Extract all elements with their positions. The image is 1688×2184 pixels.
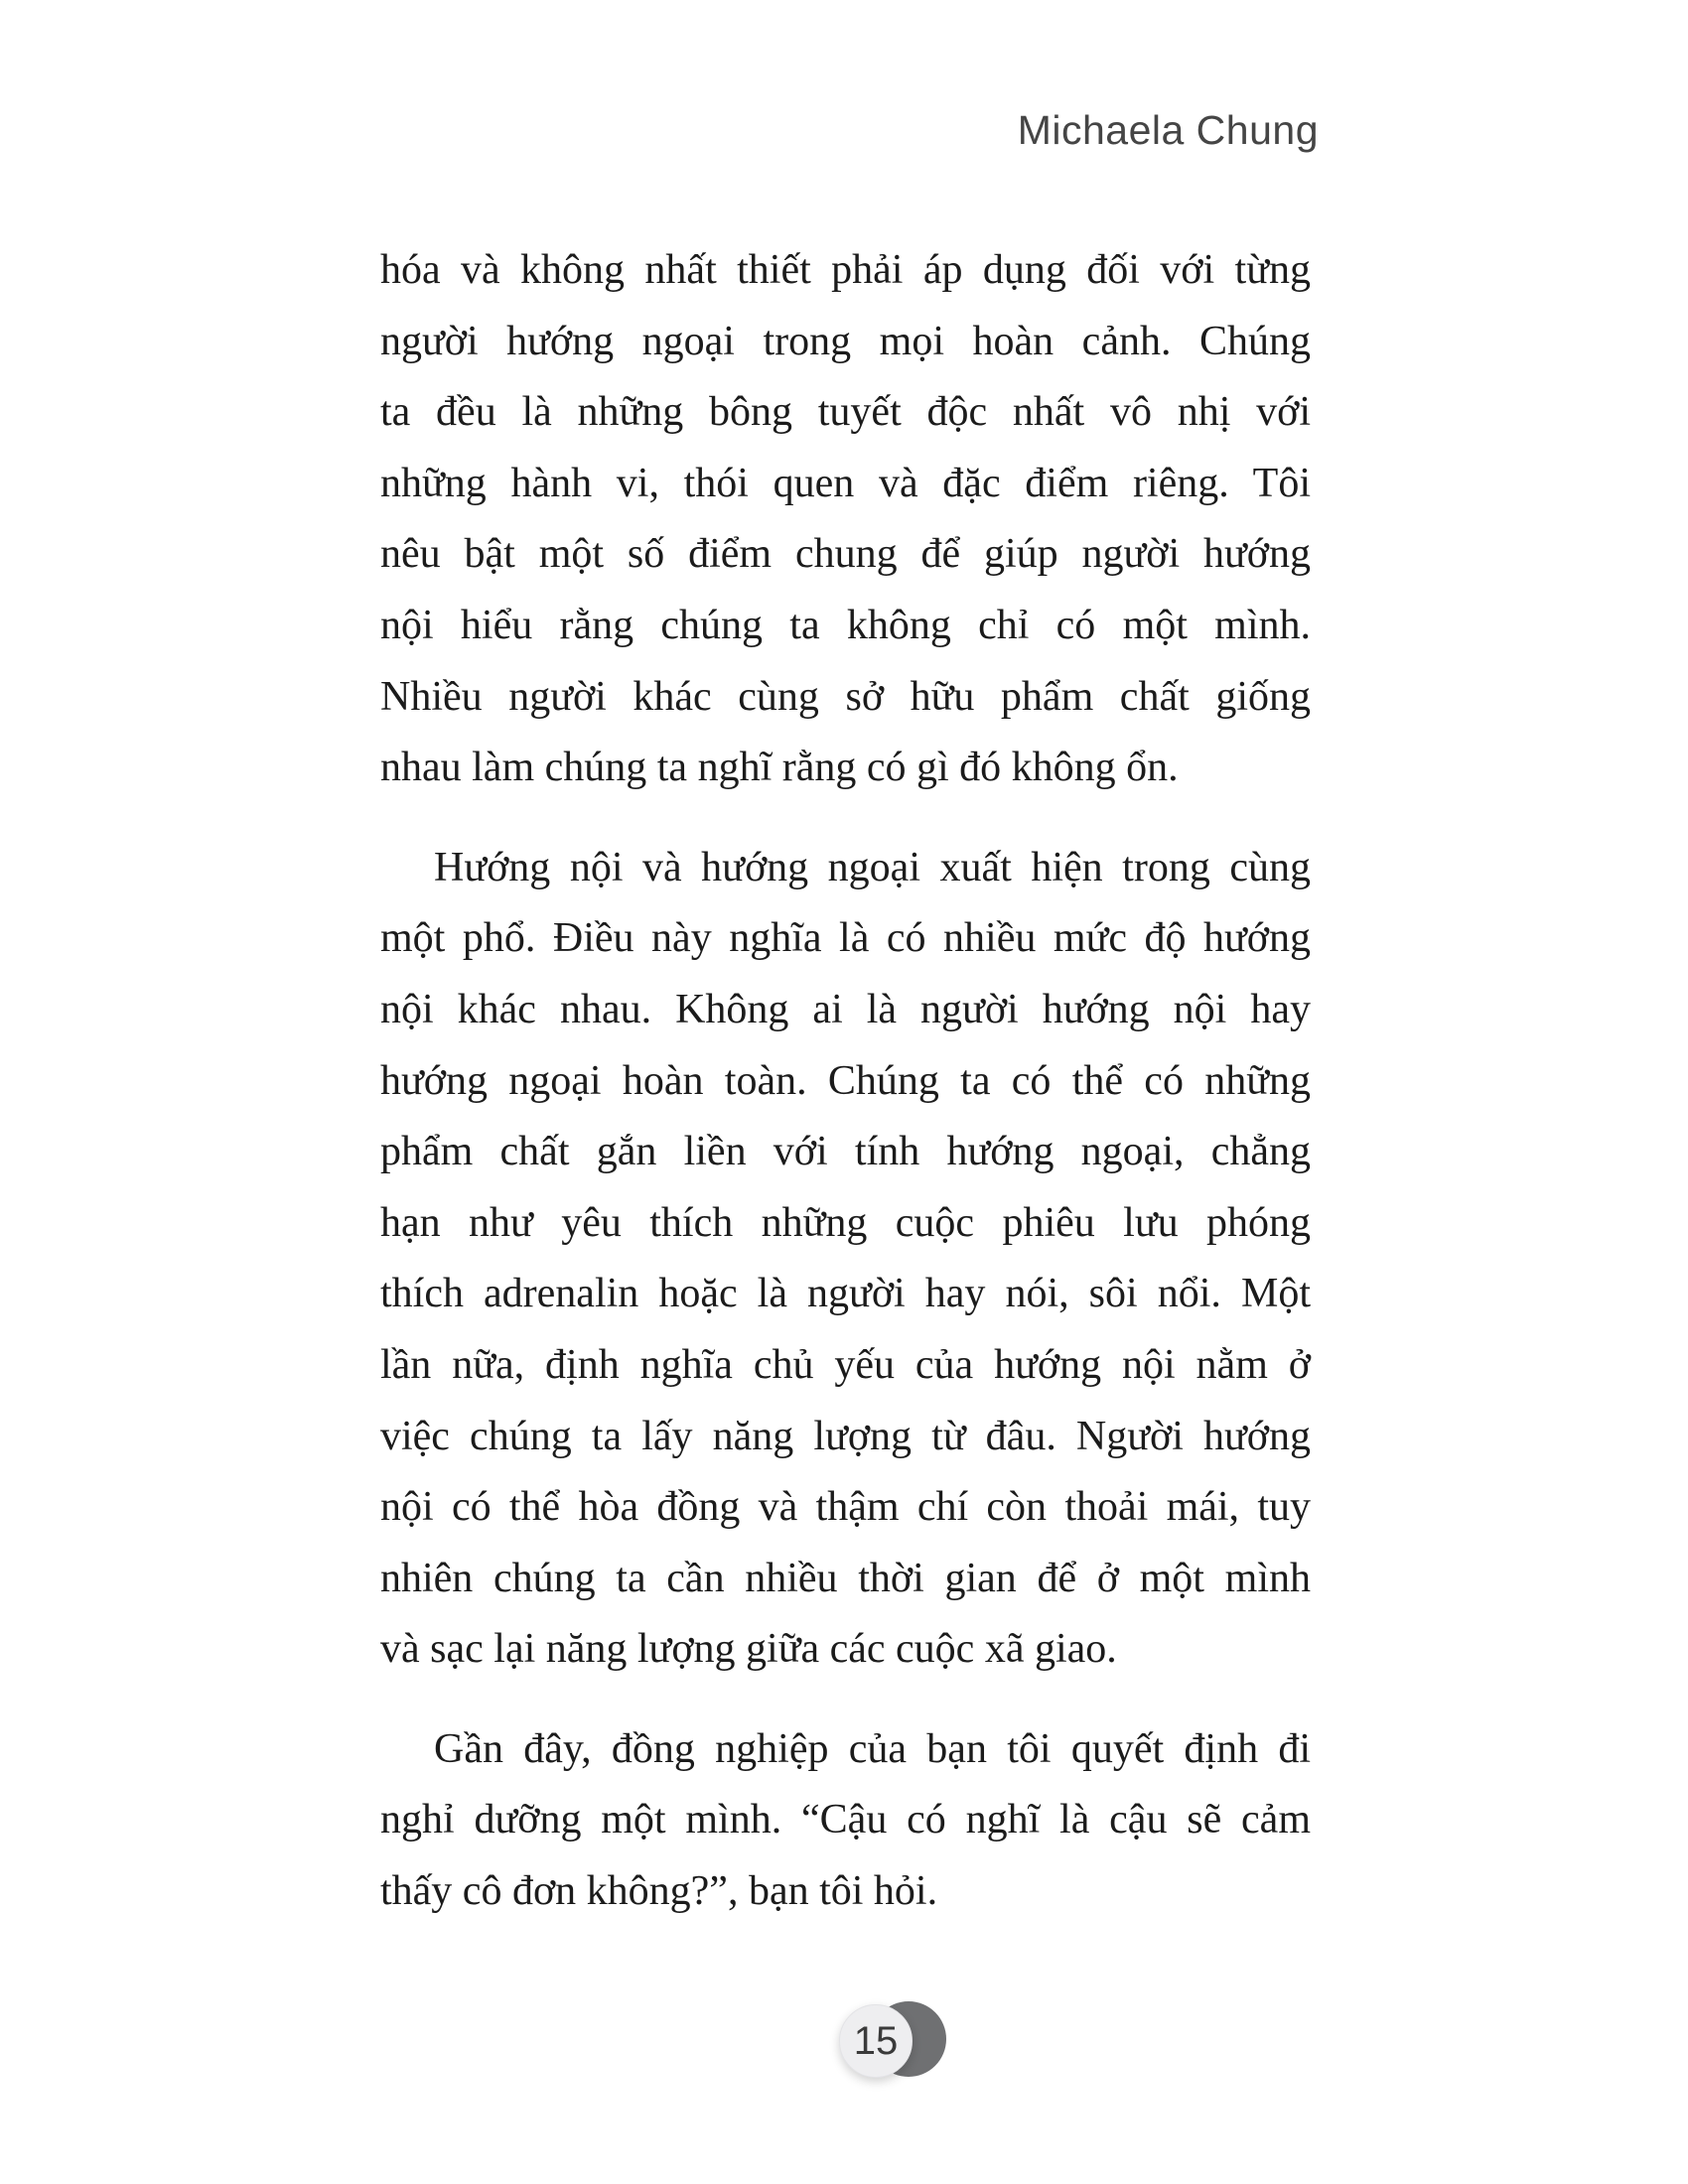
page-number: 15 xyxy=(853,2018,899,2063)
page-number-circle xyxy=(839,2004,913,2078)
text-line: phẩm chất gắn liền với tính hướng ngoại, chẳng xyxy=(380,1129,1311,1175)
text-line: lần nữa, định nghĩa chủ yếu của hướng nội nằm ở xyxy=(380,1341,1311,1388)
text-line: nội khác nhau. Không ai là người hướng nội hay xyxy=(380,986,1311,1032)
paragraph xyxy=(380,833,1311,1686)
text-line: thấy cô đơn không?”, bạn tôi hỏi. xyxy=(380,1868,938,1915)
text-line: hóa và không nhất thiết phải áp dụng đối với từng xyxy=(380,247,1311,293)
text-line: người hướng ngoại trong mọi hoàn cảnh. Chúng xyxy=(380,318,1311,364)
text-line: nghỉ dưỡng một mình. “Cậu có nghĩ là cậu sẽ cảm xyxy=(380,1797,1311,1843)
text-line: nêu bật một số điểm chung để giúp người hướng xyxy=(380,531,1311,578)
text-line: nội hiểu rằng chúng ta không chỉ có một mình. xyxy=(380,602,1311,648)
paragraph xyxy=(380,235,1311,804)
text-line: thích adrenalin hoặc là người hay nói, sôi nổi. Một xyxy=(380,1271,1311,1317)
text-line: những hành vi, thói quen và đặc điểm riêng. Tôi xyxy=(380,460,1311,506)
page-number-badge xyxy=(839,2001,948,2081)
body-text xyxy=(380,235,1311,1957)
text-line: một phổ. Điều này nghĩa là có nhiều mức độ hướng xyxy=(380,915,1311,962)
text-line: Hướng nội và hướng ngoại xuất hiện trong cùng xyxy=(434,844,1311,890)
running-header-author: Michaela Chung xyxy=(1017,107,1319,153)
text-line: và sạc lại năng lượng giữa các cuộc xã giao. xyxy=(380,1626,1117,1673)
text-line: Gần đây, đồng nghiệp của bạn tôi quyết định đi xyxy=(434,1725,1311,1772)
text-line: nội có thể hòa đồng và thậm chí còn thoải mái, tuy xyxy=(380,1484,1311,1531)
text-line: hạn như yêu thích những cuộc phiêu lưu phóng xyxy=(380,1199,1311,1246)
text-line: hướng ngoại hoàn toàn. Chúng ta có thể có những xyxy=(380,1057,1311,1104)
text-line: Nhiều người khác cùng sở hữu phẩm chất giống xyxy=(380,673,1311,720)
text-line: nhau làm chúng ta nghĩ rằng có gì đó không ổn. xyxy=(380,745,1179,791)
text-line: ta đều là những bông tuyết độc nhất vô nhị với xyxy=(380,389,1311,436)
text-line: nhiên chúng ta cần nhiều thời gian để ở một mình xyxy=(380,1555,1311,1601)
text-line: việc chúng ta lấy năng lượng từ đâu. Người hướng xyxy=(380,1413,1311,1459)
paragraph xyxy=(380,1714,1311,1928)
